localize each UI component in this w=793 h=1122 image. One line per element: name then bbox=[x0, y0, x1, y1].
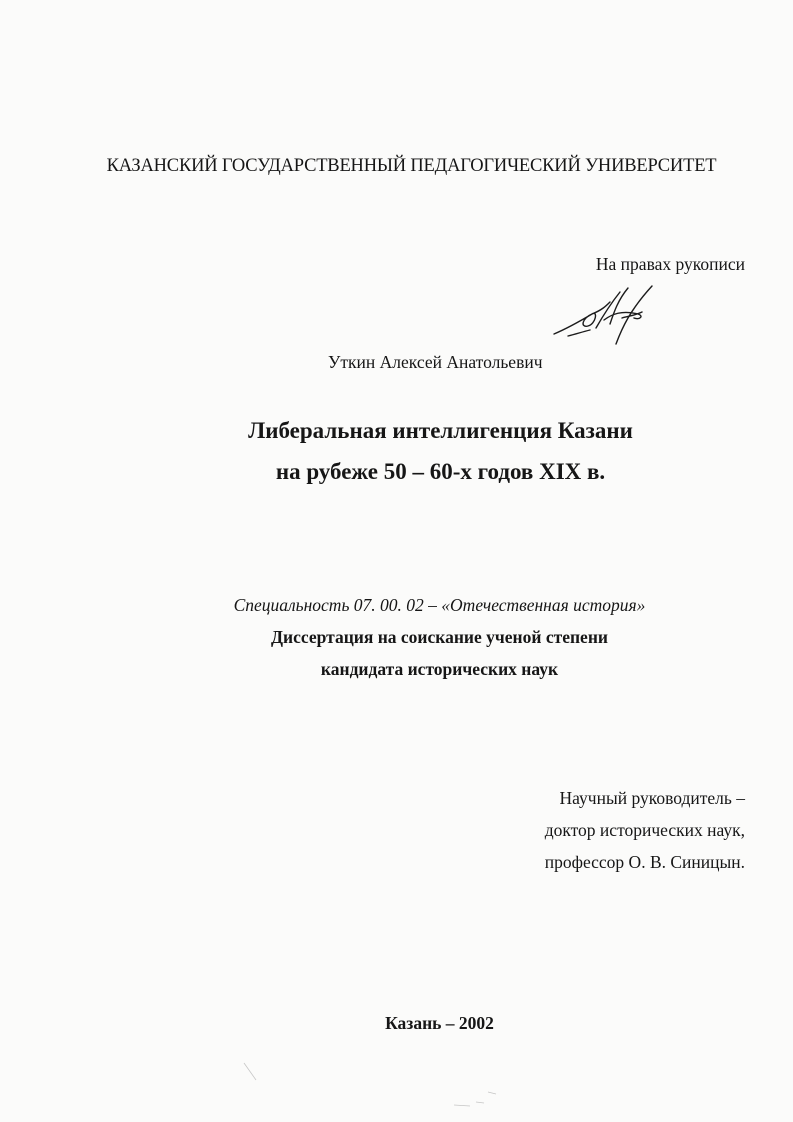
advisor-line-3: профессор О. В. Синицын. bbox=[544, 852, 745, 872]
dissertation-title-line-1: Либеральная интеллигенция Казани bbox=[248, 418, 633, 443]
advisor-line-1: Научный руководитель – bbox=[559, 788, 745, 808]
author-name: Уткин Алексей Анатольевич bbox=[328, 352, 543, 372]
manuscript-note: На правах рукописи bbox=[595, 254, 745, 274]
degree-line-2: кандидата исторических наук bbox=[320, 659, 559, 679]
degree-line-1: Диссертация на соискание ученой степени bbox=[271, 627, 608, 647]
handwritten-signature bbox=[548, 284, 660, 350]
advisor-line-2: доктор исторических наук, bbox=[544, 820, 745, 840]
specialty-line: Специальность 07. 00. 02 – «Отечественная история» bbox=[233, 595, 646, 615]
city-year: Казань – 2002 bbox=[385, 1013, 494, 1033]
dissertation-title-line-2: на рубеже 50 – 60-х годов XIX в. bbox=[275, 459, 606, 484]
university-name: КАЗАНСКИЙ ГОСУДАРСТВЕННЫЙ ПЕДАГОГИЧЕСКИЙ УНИВЕРСИТЕТ bbox=[106, 156, 717, 176]
